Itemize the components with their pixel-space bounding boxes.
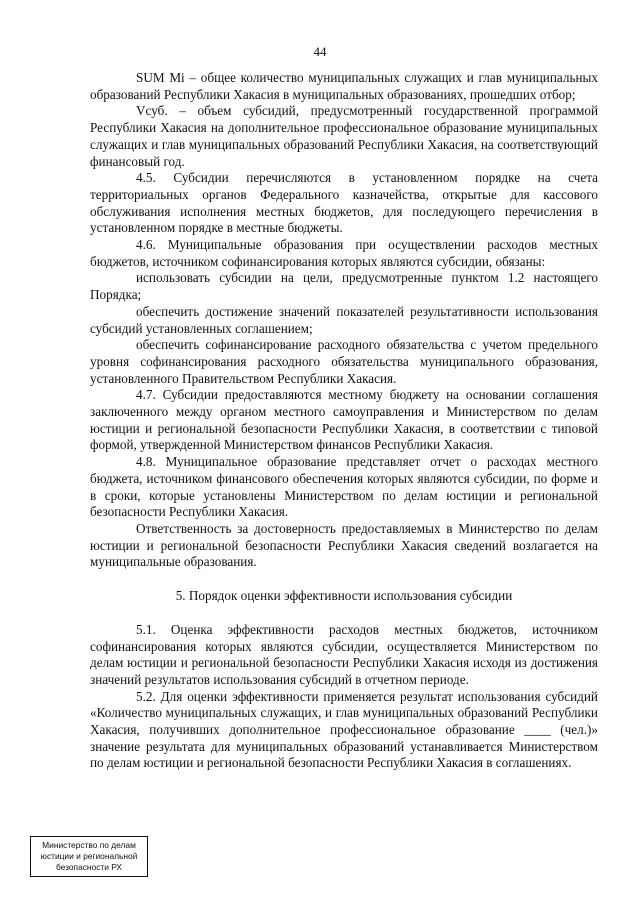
paragraph-4-7: 4.7. Субсидии предоставляются местному бюджету на основании соглашения заключенного между органом местного самоуправления и Министерством по делам юстиции и региональной безопасности Республики Хакасия, в соответствии с типовой формой, утвержденной Министерством финансов Республики Хакасия.: [90, 387, 598, 453]
stamp-line-2: юстиции и региональной: [40, 851, 138, 861]
paragraph-responsibility: Ответственность за достоверность предоставляемых в Министерство по делам юстиции и региональной безопасности Республики Хакасия сведений возлагается на муниципальные образования.: [90, 520, 598, 570]
stamp-line-1: Министерство по делам: [42, 840, 136, 850]
paragraph-4-5: 4.5. Субсидии перечисляются в установленном порядке на счета территориальных органов Федерального казначейства, открытые для кассового обслуживания исполнения местных бюджетов, для последующего перечисления в установленном порядке в местные бюджеты.: [90, 170, 598, 236]
paragraph-sum-mi: SUM Mi – общее количество муниципальных служащих и глав муниципальных образований Республики Хакасия в муниципальных образованиях, прошедших отбор;: [90, 70, 598, 102]
paragraph-5-2: 5.2. Для оценки эффективности применяется результат использования субсидий «Количество муниципальных служащих, и глав муниципальных образований Республики Хакасия, получивших дополнительное профессиональное образование ____ (чел.)» значение результата для муниципальных образований устанавливается Министерством по делам юстиции и региональной безопасности Республики Хакасия в соглашениях.: [90, 688, 598, 771]
ministry-stamp: [30, 836, 148, 877]
document-body: [90, 70, 598, 772]
paragraph-4-8: 4.8. Муниципальное образование представляет отчет о расходах местного бюджета, источником финансового обеспечения которых являются субсидии, по форме и в сроки, которые установлены Министерством по делам юстиции и региональной безопасности Республики Хакасия.: [90, 454, 598, 520]
paragraph-4-6-use: использовать субсидии на цели, предусмотренные пунктом 1.2 настоящего Порядка;: [90, 270, 598, 303]
stamp-line-3: безопасности РХ: [55, 862, 123, 872]
paragraph-4-6-achieve: обеспечить достижение значений показателей результативности использования субсидий установленных соглашением;: [90, 303, 598, 336]
paragraph-v-sub: Vсуб. – объем субсидий, предусмотренный государственной программой Республики Хакасия на дополнительное профессиональное образование муниципальных служащих и глав муниципальных образований Республики Хакасия, на соответствующий финансовый год.: [90, 103, 598, 169]
paragraph-5-1: 5.1. Оценка эффективности расходов местных бюджетов, источником софинансирования которых являются субсидии, осуществляется Министерством по делам юстиции и региональной безопасности Республики Хакасия исходя из достижения значений результатов использования субсидий в отчетном периоде.: [90, 621, 598, 687]
paragraph-4-6-cofinance: обеспечить софинансирование расходного обязательства с учетом предельного уровня софинансирования расходного обязательства муниципального образования, установленного Правительством Республики Хакасия.: [90, 337, 598, 386]
page-number: 44: [313, 44, 327, 59]
paragraph-4-6: 4.6. Муниципальные образования при осуществлении расходов местных бюджетов, источником софинансирования которых являются субсидии, обязаны:: [90, 237, 598, 269]
section-heading: 5. Порядок оценки эффективности использования субсидии: [175, 588, 513, 604]
